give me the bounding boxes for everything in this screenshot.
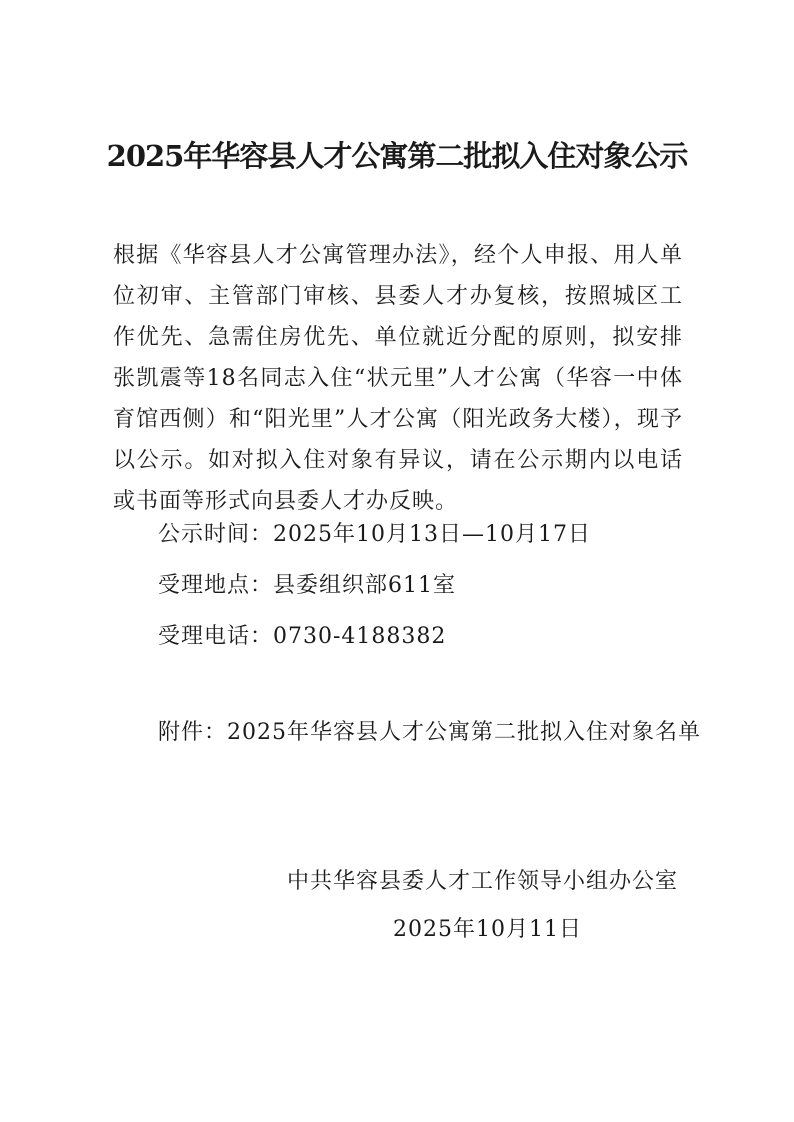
issue-date: 2025年10月11日 [393, 917, 582, 942]
notice-time-line: 公示时间：2025年10月13日—10月17日 [158, 522, 591, 547]
attachment-line: 附件：2025年华容县人才公寓第二批拟入住对象名单 [158, 720, 701, 745]
body-paragraph: 根据《华容县人才公寓管理办法》，经个人申报、用人单位初审、主管部门审核、县委人才办复核，按照城区工作优先、急需住房优先、单位就近分配的原则，拟安排张凯震等18名同志入住“状元里”人才公寓（华容一中体育馆西侧）和“阳光里”人才公寓（阳光政务大楼），现予以公示。如对拟入住对象有异议，请在公示期内以电话或书面等形式向县委人才办反映。 [113, 243, 683, 514]
phone-line: 受理电话：0730-4188382 [158, 624, 447, 649]
document-title: 2025年华容县人才公寓第二批拟入住对象公示 [106, 139, 688, 173]
location-line: 受理地点：县委组织部611室 [158, 573, 456, 598]
issuer-signature: 中共华容县委人才工作领导小组办公室 [287, 869, 679, 894]
